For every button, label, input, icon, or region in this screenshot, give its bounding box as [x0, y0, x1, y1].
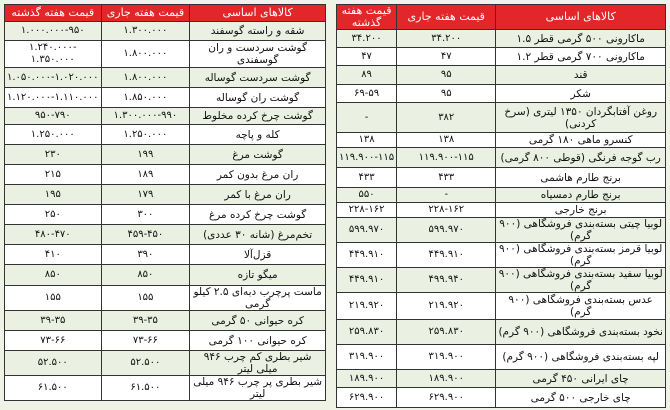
- item-name: ران مرغ بدون کمر: [190, 165, 326, 185]
- header-row: [337, 5, 666, 30]
- current-price: ۵۲.۵۰۰: [101, 351, 190, 376]
- previous-price: ۱۹۵: [5, 185, 102, 205]
- item-name: گوشت مرغ: [190, 145, 326, 165]
- previous-price: ۸۵۰: [5, 265, 102, 286]
- table-row: [337, 388, 666, 408]
- item-name: کره حیوانی ۵۰ گرمی: [190, 311, 326, 331]
- current-price: ۳۴.۲۰۰: [397, 30, 496, 48]
- item-name: عدس بسته‌بندی فروشگاهی (۹۰۰ گرم): [496, 293, 666, 320]
- item-name: قزل‌آلا: [190, 245, 326, 265]
- table-row: [5, 185, 326, 205]
- current-price: ۱.۳۰۰.۰۰۰: [101, 22, 190, 41]
- item-name: لوبیا قرمز بسته‌بندی فروشگاهی (۹۰۰ گرم): [496, 243, 666, 268]
- table-row: [5, 311, 326, 331]
- item-name: شقه و راسته گوسفند: [190, 22, 326, 41]
- previous-price: ۲۵۹.۸۳۰: [337, 320, 397, 345]
- current-price: ۲۲۸-۱۶۲: [397, 203, 496, 218]
- table-row: [337, 188, 666, 203]
- current-price: ۴۴۹.۹۱۰: [397, 243, 496, 268]
- table-row: [5, 108, 326, 125]
- table-row: [5, 225, 326, 245]
- table-row: [5, 145, 326, 165]
- current-price: ۹۵: [397, 66, 496, 85]
- current-price: ۱.۳۰۰.۰۰۰-۹۹۰: [101, 108, 190, 125]
- previous-price: ۳۹-۳۵: [5, 311, 102, 331]
- table-row: [337, 30, 666, 48]
- previous-price: ۵۵۰: [337, 188, 397, 203]
- header-row: [5, 5, 326, 22]
- table-row: [337, 148, 666, 168]
- previous-price: ۴۴۹.۹۱۰: [337, 268, 397, 293]
- item-name: چای ایرانی ۴۵۰ گرمی: [496, 370, 666, 388]
- current-price: ۴۹۹.۹۴۰: [397, 268, 496, 293]
- item-name: لپه بسته‌بندی فروشگاهی (۹۰۰ گرم): [496, 345, 666, 370]
- table-row: [5, 376, 326, 401]
- table-row: [5, 286, 326, 311]
- previous-price: ۱۸۹.۹۰۰: [337, 370, 397, 388]
- price-table-right: [336, 4, 666, 408]
- table-row: [5, 68, 326, 88]
- current-price: ۳۱۹.۹۰۰: [397, 345, 496, 370]
- current-price: ۳۹-۳۵: [101, 311, 190, 331]
- current-price: ۲۵۹.۸۳۰: [397, 320, 496, 345]
- item-name: گوشت ران گوساله: [190, 88, 326, 108]
- previous-price: ۵۲.۵۰۰: [5, 351, 102, 376]
- table-row: [337, 293, 666, 320]
- item-name: ماکارونی ۵۰۰ گرمی قطر ۱.۵: [496, 30, 666, 48]
- table-row: [5, 205, 326, 225]
- current-price: ۱.۸۵۰.۰۰۰: [101, 88, 190, 108]
- previous-price: ۱.۰۵۰.۰۰۰-۱.۰۲۰.۰۰۰: [5, 68, 102, 88]
- table-row: [337, 370, 666, 388]
- current-price: ۳۸۲: [397, 103, 496, 133]
- current-price: ۱۸۹: [101, 165, 190, 185]
- item-name: کله و پاچه: [190, 125, 326, 145]
- current-price: ۷۳-۶۶: [101, 331, 190, 351]
- header-previous: قیمت هفته گذشته: [5, 5, 102, 22]
- table-row: [5, 351, 326, 376]
- previous-price: ۱۵۵: [5, 286, 102, 311]
- table-row: [337, 218, 666, 243]
- item-name: شیر بطری کم چرب ۹۴۶ میلی لیتر: [190, 351, 326, 376]
- previous-price: ۶۲۹.۹۰۰: [337, 388, 397, 408]
- current-price: ۸۵۰: [101, 265, 190, 286]
- table-row: [5, 22, 326, 41]
- previous-price: ۲۳۰: [5, 145, 102, 165]
- table-row: [5, 331, 326, 351]
- current-price: ۴۷: [397, 48, 496, 66]
- current-price: ۱۵۵: [101, 286, 190, 311]
- item-name: شیر بطری پر چرب ۹۴۶ میلی لیتر: [190, 376, 326, 401]
- current-price: ۳۰۰: [101, 205, 190, 225]
- header-current: قیمت هفته جاری: [101, 5, 190, 22]
- header-item: کالاهای اساسی: [496, 5, 666, 30]
- table-row: [337, 103, 666, 133]
- item-name: گوشت چرخ کرده مخلوط: [190, 108, 326, 125]
- current-price: ۴۳۳: [397, 168, 496, 188]
- current-price: ۱۷۹: [101, 185, 190, 205]
- item-name: ماکارونی ۷۰۰ گرمی قطر ۱.۲: [496, 48, 666, 66]
- current-price: ۲۱۹.۹۲۰: [397, 293, 496, 320]
- table-row: [337, 320, 666, 345]
- table-row: [5, 245, 326, 265]
- item-name: نخود بسته‌بندی فروشگاهی (۹۰۰ گرم): [496, 320, 666, 345]
- item-name: لوبیا سفید بسته‌بندی فروشگاهی (۹۰۰ گرم): [496, 268, 666, 293]
- table-row: [337, 243, 666, 268]
- header-item: کالاهای اساسی: [190, 5, 326, 22]
- item-name: چای خارجی ۵۰۰ گرمی: [496, 388, 666, 408]
- table-row: [337, 168, 666, 188]
- price-table-left: [4, 4, 326, 401]
- table-row: [337, 203, 666, 218]
- table-row: [5, 265, 326, 286]
- item-name: کنسرو ماهی ۱۸۰ گرمی: [496, 133, 666, 148]
- current-price: ۹۵: [397, 85, 496, 103]
- current-price: ۴۵۹-۴۵۰: [101, 225, 190, 245]
- previous-price: ۲۱۹.۹۲۰: [337, 293, 397, 320]
- header-previous: قیمت هفته گذشته: [337, 5, 397, 30]
- current-price: ۱۸۹.۹۰۰: [397, 370, 496, 388]
- previous-price: -: [337, 103, 397, 133]
- previous-price: ۲۱۵: [5, 165, 102, 185]
- previous-price: ۱۱۹.۹۰۰-۱۱۵: [337, 148, 397, 168]
- table-row: [337, 85, 666, 103]
- table-row: [337, 48, 666, 66]
- item-name: شکر: [496, 85, 666, 103]
- header-current: قیمت هفته جاری: [397, 5, 496, 30]
- current-price: ۱۱۹.۹۰۰-۱۱۵: [397, 148, 496, 168]
- previous-price: ۳۴.۲۰۰: [337, 30, 397, 48]
- table-row: [5, 165, 326, 185]
- previous-price: ۹۵۰-۷۹۰: [5, 108, 102, 125]
- item-name: گوشت سردست و ران گوسفندی: [190, 41, 326, 68]
- current-price: ۱.۸۰۰.۰۰۰: [101, 68, 190, 88]
- previous-price: ۵۹۹.۹۷۰: [337, 218, 397, 243]
- previous-price: ۴۱۰: [5, 245, 102, 265]
- previous-price: ۷۳-۶۶: [5, 331, 102, 351]
- previous-price: ۸۹: [337, 66, 397, 85]
- item-name: برنج خارجی: [496, 203, 666, 218]
- current-price: ۶۲۹.۹۰۰: [397, 388, 496, 408]
- item-name: روغن آفتابگردان ۱۳۵۰ لیتری (سرخ کردنی): [496, 103, 666, 133]
- previous-price: ۴۴۹.۹۱۰: [337, 243, 397, 268]
- current-price: ۵۹۹.۹۷۰: [397, 218, 496, 243]
- previous-price: ۱۳۸: [337, 133, 397, 148]
- item-name: قند: [496, 66, 666, 85]
- item-name: گوشت سردست گوساله: [190, 68, 326, 88]
- item-name: کره حیوانی ۱۰۰ گرمی: [190, 331, 326, 351]
- item-name: ماست پرچرب دبه‌ای ۲.۵ کیلو گرمی: [190, 286, 326, 311]
- item-name: ران مرغ با کمر: [190, 185, 326, 205]
- current-price: ۳۹۰: [101, 245, 190, 265]
- current-price: ۱.۲۵۰.۰۰۰: [101, 125, 190, 145]
- table-row: [337, 268, 666, 293]
- item-name: گوشت چرخ کرده مرغ: [190, 205, 326, 225]
- table-row: [5, 41, 326, 68]
- previous-price: ۶۹-۵۹: [337, 85, 397, 103]
- previous-price: ۱.۱۲۰.۰۰۰-۱.۱۱۰.۰۰۰: [5, 88, 102, 108]
- item-name: رب گوجه فرنگی (قوطی ۸۰۰ گرمی): [496, 148, 666, 168]
- table-row: [5, 88, 326, 108]
- previous-price: ۱.۰۰۰.۰۰۰-۹۵۰: [5, 22, 102, 41]
- previous-price: ۱.۲۵۰.۰۰۰: [5, 125, 102, 145]
- previous-price: ۴۳۳: [337, 168, 397, 188]
- previous-price: ۴۷: [337, 48, 397, 66]
- table-row: [337, 133, 666, 148]
- item-name: لوبیا چیتی بسته‌بندی فروشگاهی (۹۰۰ گرم): [496, 218, 666, 243]
- current-price: ۱۹۹: [101, 145, 190, 165]
- previous-price: -۱.۲۴۰.۰۰۰ ۱.۳۵۰.۰۰۰: [5, 41, 102, 68]
- previous-price: ۲۲۸-۱۶۲: [337, 203, 397, 218]
- table-row: [5, 125, 326, 145]
- item-name: برنج طارم هاشمی: [496, 168, 666, 188]
- item-name: میگو تازه: [190, 265, 326, 286]
- previous-price: ۳۱۹.۹۰۰: [337, 345, 397, 370]
- previous-price: ۲۵۰: [5, 205, 102, 225]
- current-price: ۱۳۸: [397, 133, 496, 148]
- current-price: ۱.۸۰۰.۰۰۰: [101, 41, 190, 68]
- previous-price: ۴۸۰-۴۷۰: [5, 225, 102, 245]
- current-price: ۶۱.۵۰۰: [101, 376, 190, 401]
- item-name: برنج طارم دمسیاه: [496, 188, 666, 203]
- previous-price: ۶۱.۵۰۰: [5, 376, 102, 401]
- current-price: -: [397, 188, 496, 203]
- table-row: [337, 345, 666, 370]
- table-row: [337, 66, 666, 85]
- item-name: تخم‌مرغ (شانه ۳۰ عددی): [190, 225, 326, 245]
